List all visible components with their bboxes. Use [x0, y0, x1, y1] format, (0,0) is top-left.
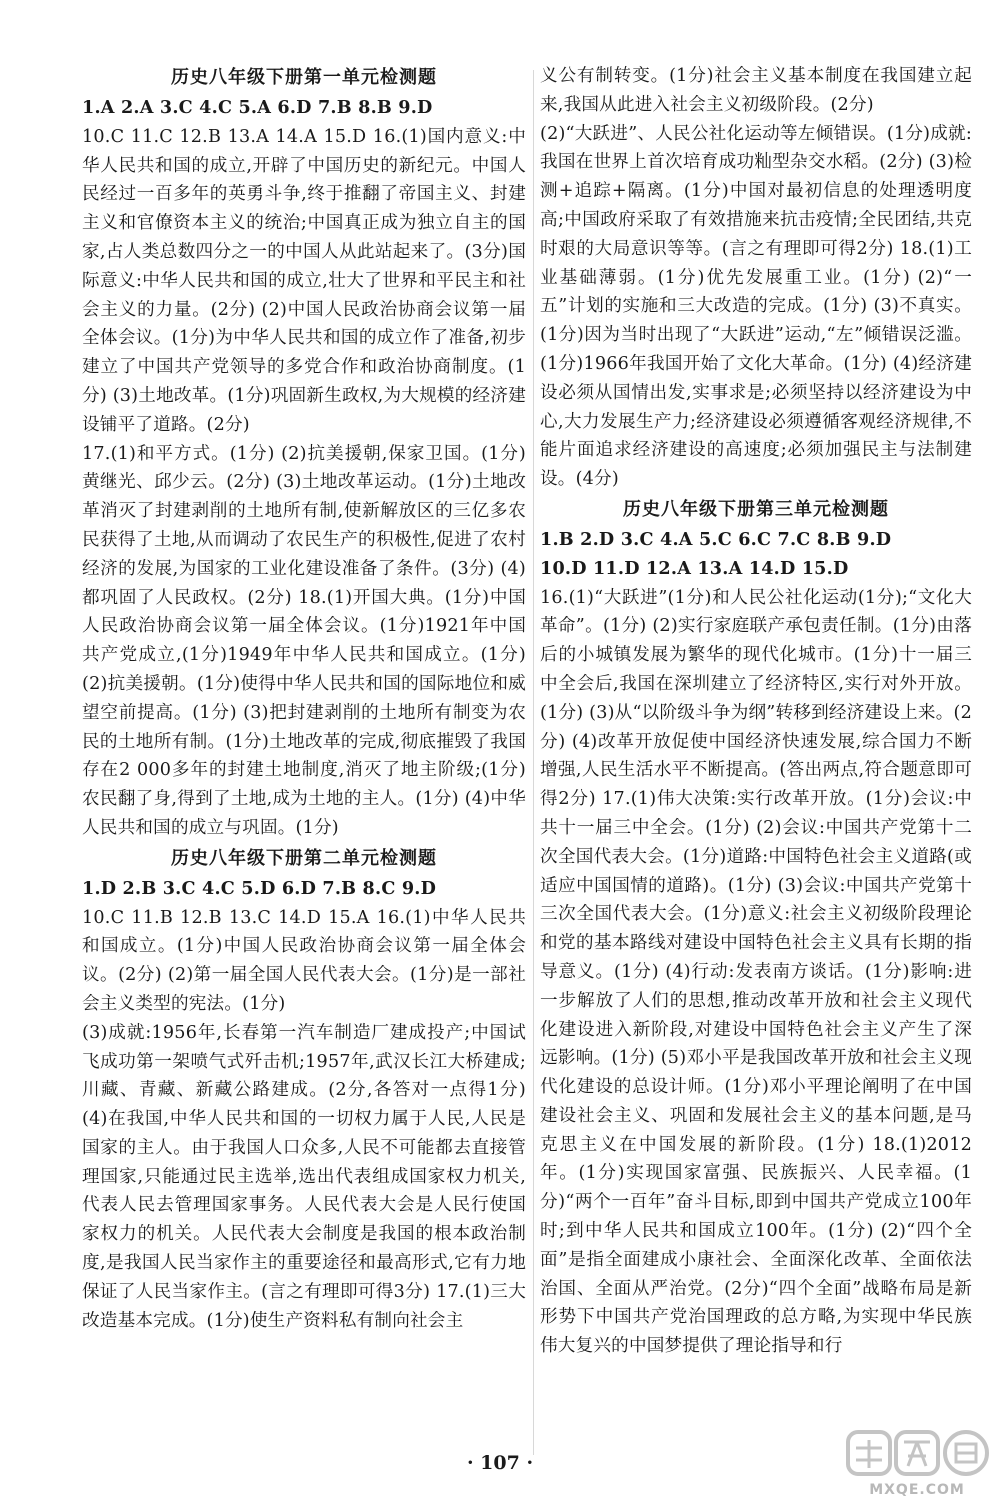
- unit-2-answers-q10-16: 10.C 11.B 12.B 13.C 14.D 15.A 16.(1)中华人民共和国成立。(1分)中国人民政治协商会议第一届全体会议。(2分) (2)第一届全国人民代表大会。(1分)是一部社会主义类型的宪法。(1分): [82, 907, 526, 1014]
- unit-3-answers-q16-18: 16.(1)“大跃进”(1分)和人民公社化运动(1分);“文化大革命”。(1分) (2)实行家庭联产承包责任制。(1分)由落后的小城镇发展为繁华的现代化城市。(1分)十一届三中全会后,我国在深圳建立了经济特区,实行对外开放。(1分) (3)从“以阶级斗争为纲”转移到经济建设上来。(2分) (4)改革开放促使中国经济快速发展,综合国力不断增强,人民生活水平不断提高。(答出两点,符合题意即可得2分) 17.(1)伟大决策:实行改革开放。(1分)会议:中共十一届三中全会。(1分) (2)会议:中国共产党第十二次全国代表大会。(1分)道路:中国特色社会主义道路(或适应中国国情的道路)。(1分) (3)会议:中国共产党第十三次全国代表大会。(1分)意义:社会主义初级阶段理论和党的基本路线对建设中国特色社会主义具有长期的指导意义。(1分) (4)行动:发表南方谈话。(1分)影响:进一步解放了人们的思想,推动改革开放和社会主义现代化建设进入新阶段,对建设中国特色社会主义产生了深远影响。(1分) (5)邓小平是我国改革开放和社会主义现代化建设的总设计师。(1分)邓小平理论阐明了在中国建设社会主义、巩固和发展社会主义的基本问题,是马克思主义在中国发展的新阶段。(1分) 18.(1)2012年。(1分)实现国家富强、民族振兴、人民幸福。(1分)“两个一百年”奋斗目标,即到中国共产党成立100年时;到中华人民共和国成立100年。(1分) (2)“四个全面”是指全面建成小康社会、全面深化改革、全面依法治国、全面从严治党。(2分)“四个全面”战略布局是新形势下中国共产党治国理政的总方略,为实现中华民族伟大复兴的中国梦提供了理论指导和行: [540, 587, 972, 1357]
- section-title-unit-1: 历史八年级下册第一单元检测题: [171, 67, 437, 88]
- section-title-unit-3: 历史八年级下册第三单元检测题: [623, 498, 889, 520]
- unit-1-answers-q17-18: 17.(1)和平方式。(1分) (2)抗美援朝,保家卫国。(1分)黄继光、邱少云。(2分) (3)土地改革运动。(1分)土地改革消灭了封建剥削的土地所有制,使新解放区的三亿多农民获得了土地,从而调动了农民生产的积极性,促进了农村经济的发展,为国家的工业化建设准备了条件。(3分) (4)都巩固了人民政权。(2分) 18.(1)开国大典。(1分)中国人民政治协商会议第一届全体会议。(1分)1921年中国共产党成立,(1分)1949年中华人民共和国成立。(1分) (2)抗美援朝。(1分)使得中华人民共和国的国际地位和威望空前提高。(1分) (3)把封建剥削的土地所有制变为农民的土地所有制。(1分)土地改革的完成,彻底摧毁了我国存在2 000多年的封建土地制度,消灭了地主阶级;(1分)农民翻了身,得到了土地,成为土地的主人。(1分) (4)中华人民共和国的成立与巩固。(1分): [82, 443, 526, 838]
- unit-3-choice-answers-2: 10.D 11.D 12.A 13.A 14.D 15.D: [540, 557, 849, 579]
- unit-1-answers-q10-16: 10.C 11.C 12.B 13.A 14.A 15.D 16.(1)国内意义:中华人民共和国的成立,开辟了中国历史的新纪元。中国人民经过一百多年的英勇斗争,终于推翻了帝国主义、封建主义和官僚资本主义的统治;中国真正成为独立自主的国家,占人类总数四分之一的中国人从此站起来了。(3分)国际意义:中华人民共和国的成立,壮大了世界和平民主和社会主义的力量。(2分) (2)中国人民政治协商会议第一届全体会议。(1分)为中华人民共和国的成立作了准备,初步建立了中国共产党领导的多党合作和政治协商制度。(1分) (3)土地改革。(1分)巩固新生政权,为大规模的经济建设铺平了道路。(2分): [82, 126, 526, 435]
- right-column: [540, 62, 972, 1361]
- watermark-logo-icon: [842, 1428, 992, 1480]
- column-divider: [533, 70, 534, 1455]
- section-title-unit-2: 历史八年级下册第二单元检测题: [171, 847, 437, 869]
- unit-3-choice-answers: 1.B 2.D 3.C 4.A 5.C 6.C 7.C 8.B 9.D: [540, 528, 892, 550]
- unit-2-choice-answers: 1.D 2.B 3.C 4.C 5.D 6.D 7.B 8.C 9.D: [82, 877, 437, 899]
- watermark-logo: [842, 1428, 992, 1498]
- page-number: · 107 ·: [466, 1452, 534, 1474]
- unit-2-answers-continued: 义公有制转变。(1分)社会主义基本制度在我国建立起来,我国从此进入社会主义初级阶段。(2分): [540, 66, 972, 115]
- watermark-url: MXQE.COM: [869, 1482, 965, 1498]
- unit-2-answers-q17-18: (2)“大跃进”、人民公社化运动等左倾错误。(1分)成就:我国在世界上首次培育成功籼型杂交水稻。(2分) (3)检测+追踪+隔离。(1分)中国对最初信息的处理透明度高;中国政府采取了有效措施来抗击疫情;全民团结,共克时艰的大局意识等等。(言之有理即可得2分) 18.(1)工业基础薄弱。(1分)优先发展重工业。(1分) (2)“一五”计划的实施和三大改造的完成。(1分) (3)不真实。(1分)因为当时出现了“大跃进”运动,“左”倾错误泛滥。(1分)1966年我国开始了文化大革命。(1分) (4)经济建设必须从国情出发,实事求是;必须坚持以经济建设为中心,大力发展生产力;经济建设必须遵循客观经济规律,不能片面追求经济建设的高速度;必须加强民主与法制建设。(4分): [540, 123, 972, 490]
- unit-1-choice-answers: 1.A 2.A 3.C 4.C 5.A 6.D 7.B 8.B 9.D: [82, 97, 433, 118]
- left-column: [82, 62, 526, 1335]
- unit-2-answers-q16-17: (3)成就:1956年,长春第一汽车制造厂建成投产;中国试飞成功第一架喷气式歼击机;1957年,武汉长江大桥建成;川藏、青藏、新藏公路建成。(2分,各答对一点得1分) (4)在我国,中华人民共和国的一切权力属于人民,人民是国家的主人。由于我国人口众多,人民不可能都去直接管理国家,只能通过民主选举,选出代表组成国家权力机关,代表人民去管理国家事务。人民代表大会是人民行使国家权力的机关。人民代表大会制度是我国的根本政治制度,是我国人民当家作主的重要途径和最高形式,它有力地保证了人民当家作主。(言之有理即可得3分) 17.(1)三大改造基本完成。(1分)使生产资料私有制向社会主: [82, 1022, 526, 1331]
